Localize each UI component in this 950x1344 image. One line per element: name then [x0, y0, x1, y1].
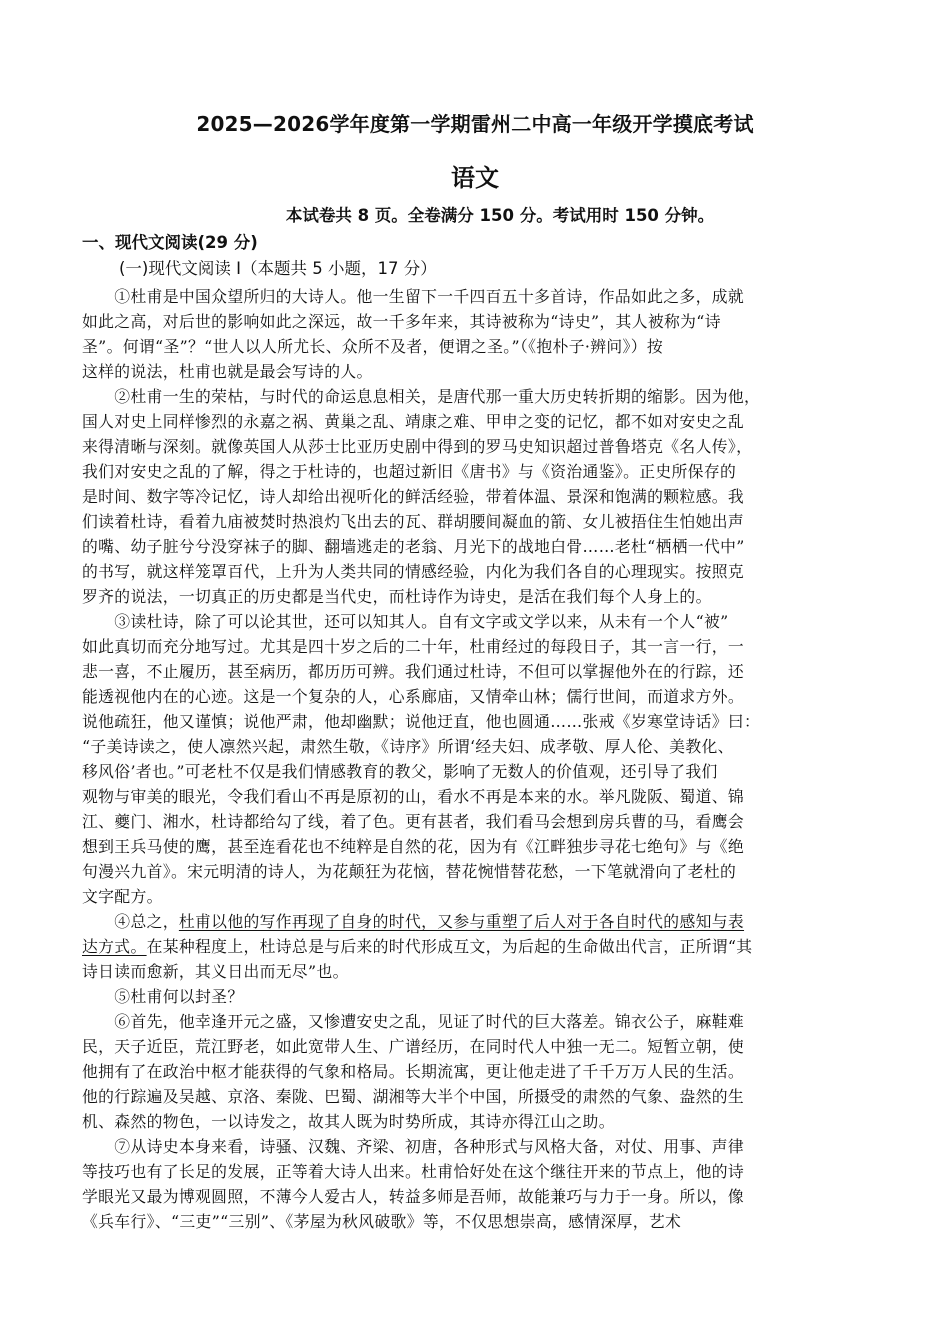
- passage-line: 民，天子近臣，荒江野老，如此宽带人生、广谱经历，在同时代人中独一无二。短暂立朝，使: [82, 1037, 745, 1056]
- passage-line: 学眼光又最为博观圆照，不薄今人爱古人，转益多师是吾师，故能兼巧与力于一身。所以，像: [82, 1187, 745, 1206]
- passage-line: 如此之高，对后世的影响如此之深远，故一千多年来，其诗被称为“诗史”，其人被称为“诗: [82, 312, 721, 331]
- passage-line: 说他疏狂，他又谨慎；说他严肃，他却幽默；说他迂直，他也圆通……张戒《岁寒堂诗话》曰：: [82, 712, 761, 731]
- passage-line: 他拥有了在政治中枢才能获得的气象和格局。长期流寓，更让他走进了千千万万人民的生活。: [82, 1062, 745, 1081]
- passage-line: 来得清晰与深刻。就像英国人从莎士比亚历史剧中得到的罗马史知识超过普鲁塔克《名人传》，: [82, 437, 753, 456]
- passage-line: ②杜甫一生的荣枯，与时代的命运息息相关，是唐代那一重大历史转折期的缩影。因为他，: [82, 387, 761, 406]
- exam-info: 本试卷共 8 页。全卷满分 150 分。考试用时 150 分钟。: [285, 206, 715, 225]
- passage-line: 观物与审美的眼光，令我们看山不再是原初的山，看水不再是本来的水。举凡陇阪、蜀道、锦: [82, 787, 745, 806]
- p4-underlined-sentence-part1: 杜甫以他的写作再现了自身的时代，又参与重塑了后人对于各自时代的感知与表: [178, 912, 745, 931]
- passage-line: 是时间、数字等冷记忆，诗人却给出视听化的鲜活经验，带着体温、景深和饱满的颗粒感。我: [82, 487, 745, 506]
- passage-line: 想到王兵马使的鹰，甚至连看花也不纯粹是自然的花，因为有《江畔独步寻花七绝句》与《绝: [82, 837, 745, 856]
- subject-title: 语文: [451, 164, 499, 192]
- exam-title: 2025—2026学年度第一学期雷州二中高一年级开学摸底考试: [196, 112, 754, 136]
- passage-line: 诗日读而愈新，其义日出而无尽”也。: [82, 962, 349, 981]
- p4-underlined-sentence-part2: 达方式。: [82, 937, 147, 956]
- passage-line: ⑤杜甫何以封圣？: [82, 987, 244, 1006]
- subsection-heading: (一)现代文阅读 I（本题共 5 小题，17 分）: [119, 259, 437, 278]
- passage-line: 他的行踪遍及吴越、京洛、秦陇、巴蜀、湖湘等大半个中国，所摄受的肃然的气象、盎然的生: [82, 1087, 745, 1106]
- p4-rest: 在某种程度上，杜诗总是与后来的时代形成互文，为后起的生命做出代言，正所谓“其: [146, 937, 753, 956]
- passage-line: ③读杜诗，除了可以论其世，还可以知其人。自有文字或文学以来，从未有一个人“被”: [82, 612, 729, 631]
- passage-line: 国人对史上同样惨烈的永嘉之祸、黄巢之乱、靖康之难、甲申之变的记忆，都不如对安史之乱: [82, 412, 745, 431]
- passage-line: 江、夔门、湘水，杜诗都给勾了线，着了色。更有甚者，我们看马会想到房兵曹的马，看鹰会: [82, 812, 745, 831]
- passage-lines-after: [82, 959, 871, 1234]
- passage-line: 《兵车行》、“三吏”“三别”、《茅屋为秋风破歌》等，不仅思想崇高，感情深厚，艺术: [82, 1212, 682, 1231]
- p4-prefix: ④总之，: [82, 912, 179, 931]
- passage-line: 能透视他内在的心迹。这是一个复杂的人，心系廊庙，又情牵山林；儒行世间，而道求方外。: [82, 687, 745, 706]
- passage-line: ⑥首先，他幸逢开元之盛，又惨遭安史之乱，见证了时代的巨大落差。锦衣公子，麻鞋难: [82, 1012, 745, 1031]
- passage-line: 这样的说法，杜甫也就是最会写诗的人。: [82, 362, 373, 381]
- passage-line: 等技巧也有了长足的发展，正等着大诗人出来。杜甫恰好处在这个继往开来的节点上，他的诗: [82, 1162, 745, 1181]
- passage-line: “子美诗读之，使人凛然兴起，肃然生敬，《诗序》所谓‘经夫妇、成孝敬、厚人伦、美教化、: [82, 737, 734, 756]
- reading-passage: [82, 284, 871, 1234]
- passage-line: 悲一喜，不止履历，甚至病历，都历历可辨。我们通过杜诗，不但可以掌握他外在的行踪，还: [82, 662, 745, 681]
- passage-line: 的书写，就这样笼罩百代，上升为人类共同的情感经验，内化为我们各自的心理现实。按照克: [82, 562, 745, 581]
- passage-line-p4-first: [82, 909, 871, 934]
- passage-line: 们读着杜诗，看着九庙被焚时热浪灼飞出去的瓦、群胡腰间凝血的箭、女儿被捂住生怕她出声: [82, 512, 745, 531]
- passage-line-p4-second: [82, 934, 871, 959]
- passage-line: 文字配方。: [82, 887, 163, 906]
- passage-line: 句漫兴九首》。宋元明清的诗人，为花颠狂为花恼，替花惋惜替花愁，一下笔就滑向了老杜的: [82, 862, 737, 881]
- passage-line: 的嘴、幼子脏兮兮没穿袜子的脚、翻墙逃走的老翁、月光下的战地白骨……老杜“栖栖一代中”: [82, 537, 745, 556]
- passage-line: 如此真切而充分地写过。尤其是四十岁之后的二十年，杜甫经过的每段日子，其一言一行，一: [82, 637, 745, 656]
- passage-line: 我们对安史之乱的了解，得之于杜诗的，也超过新旧《唐书》与《资治通鉴》。正史所保存的: [82, 462, 737, 481]
- passage-line: 圣”。何谓“圣”？“世人以人所尤长、众所不及者，便谓之圣。”（《抱朴子·辨问》）按: [82, 337, 664, 356]
- passage-line: ①杜甫是中国众望所归的大诗人。他一生留下一千四百五十多首诗，作品如此之多，成就: [82, 287, 745, 306]
- passage-line: 机、森然的物色，一以诗发之，故其人既为时势所成，其诗亦得江山之助。: [82, 1112, 615, 1131]
- passage-line: 罗齐的说法，一切真正的历史都是当代史，而杜诗作为诗史，是活在我们每个人身上的。: [82, 587, 712, 606]
- passage-line: 移风俗’者也。”可老杜不仅是我们情感教育的教父，影响了无数人的价值观，还引导了我们: [82, 762, 718, 781]
- section-heading: 一、现代文阅读(29 分): [82, 233, 258, 252]
- passage-lines-before: [82, 284, 871, 909]
- passage-line: ⑦从诗史本身来看，诗骚、汉魏、齐梁、初唐，各种形式与风格大备，对仗、用事、声律: [82, 1137, 745, 1156]
